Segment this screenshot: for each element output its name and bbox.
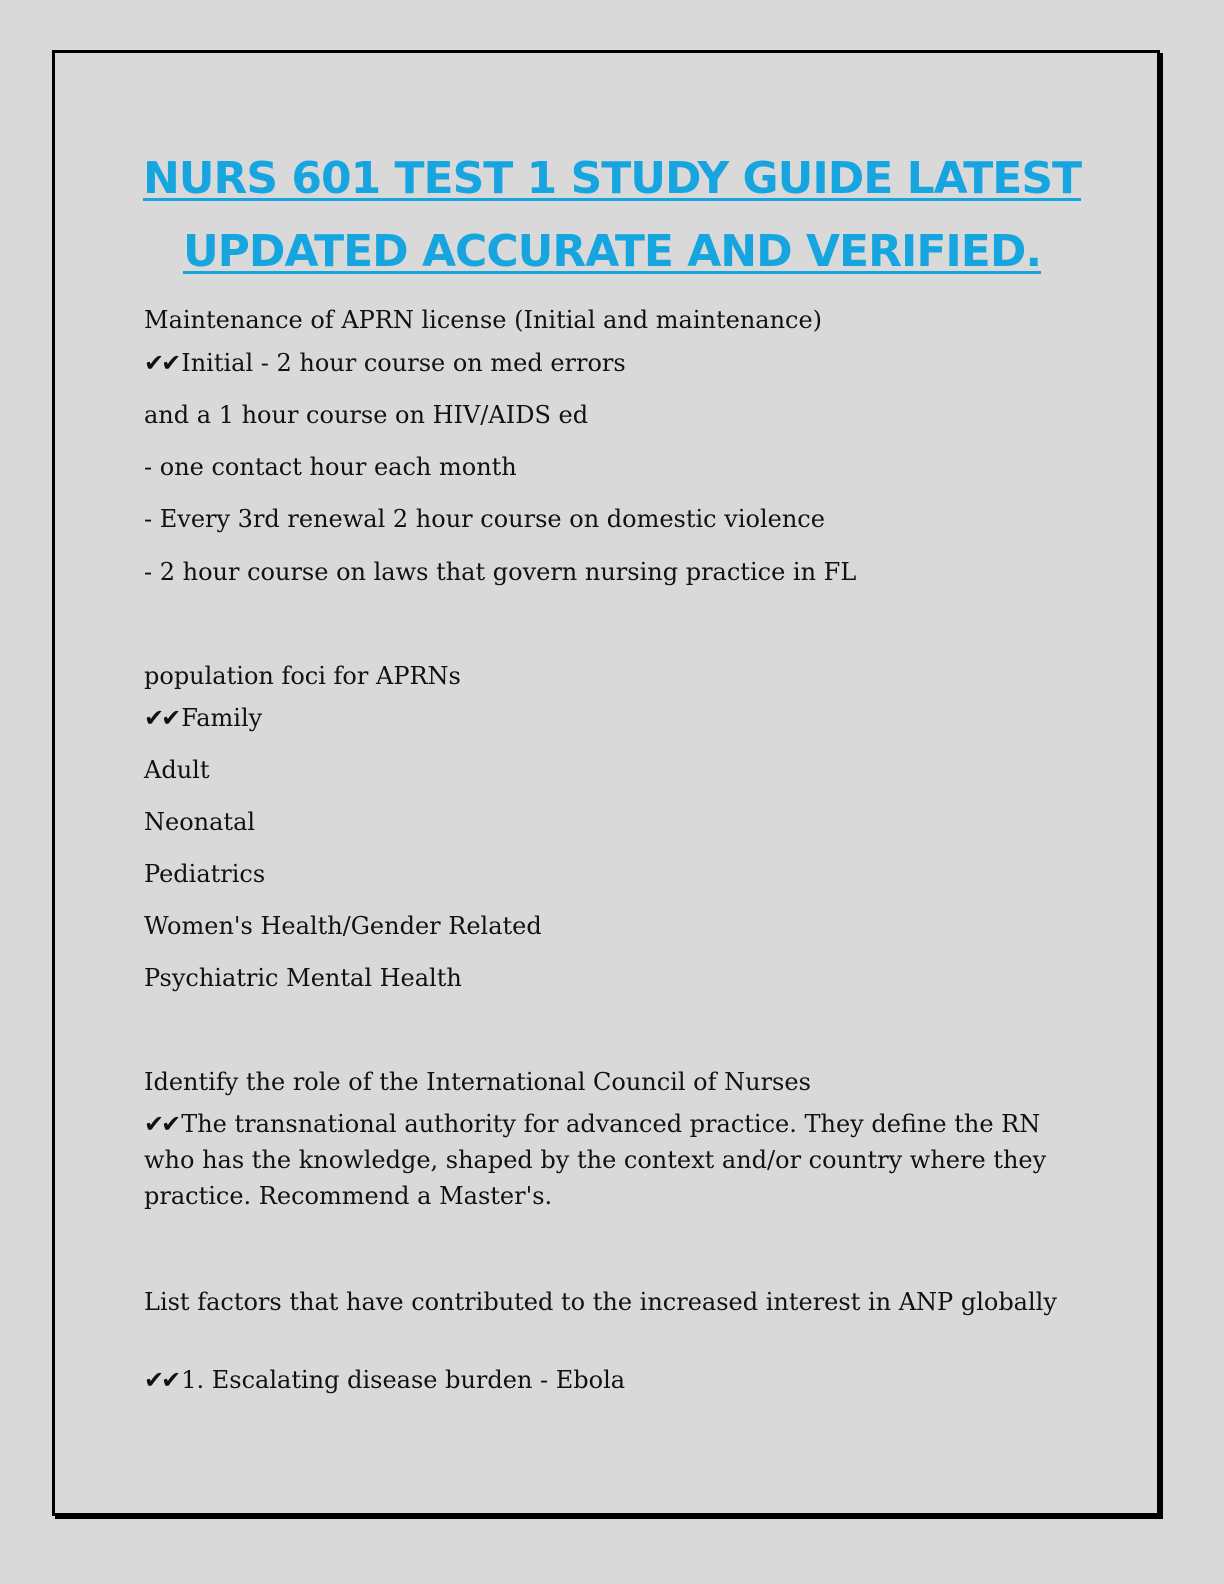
answer-line [144,703,262,733]
answer-line [144,1365,625,1395]
question-icn-role: Identify the role of the International Council of Nurses [144,1068,811,1096]
answer-text: The transnational authority for advanced practice. They define the RN who has the knowledge, shaped by the context and/or country where they practice. Recommend a Master's. [144,1110,1047,1210]
answer-line: Psychiatric Mental Health [144,964,462,992]
answer-line: - one contact hour each month [144,453,517,481]
answer-line: and a 1 hour course on HIV/AIDS ed [144,401,589,429]
checkmark-icon: ✔✔ [144,349,179,377]
answer-line: Adult [144,756,210,784]
question-population-foci: population foci for APRNs [144,662,461,690]
answer-line: Women's Health/Gender Related [144,912,542,940]
question-aprn-license: Maintenance of APRN license (Initial and maintenance) [144,306,823,334]
checkmark-icon: ✔✔ [144,704,179,732]
answer-text: 1. Escalating disease burden - Ebola [181,1366,626,1394]
answer-line: Neonatal [144,808,256,836]
answer-paragraph [144,1106,1074,1214]
document-title-line-1: NURS 601 TEST 1 STUDY GUIDE LATEST [142,153,1082,204]
answer-text: Initial - 2 hour course on med errors [181,349,626,377]
answer-line: - 2 hour course on laws that govern nursing practice in FL [144,558,857,586]
answer-line [144,348,626,378]
answer-line: - Every 3rd renewal 2 hour course on domestic violence [144,505,825,533]
document-title-line-2: UPDATED ACCURATE AND VERIFIED. [182,226,1042,277]
question-anp-factors: List factors that have contributed to the increased interest in ANP globally [144,1288,1057,1316]
answer-text: Family [181,704,263,732]
checkmark-icon: ✔✔ [144,1110,179,1138]
checkmark-icon: ✔✔ [144,1366,179,1394]
answer-line: Pediatrics [144,860,266,888]
